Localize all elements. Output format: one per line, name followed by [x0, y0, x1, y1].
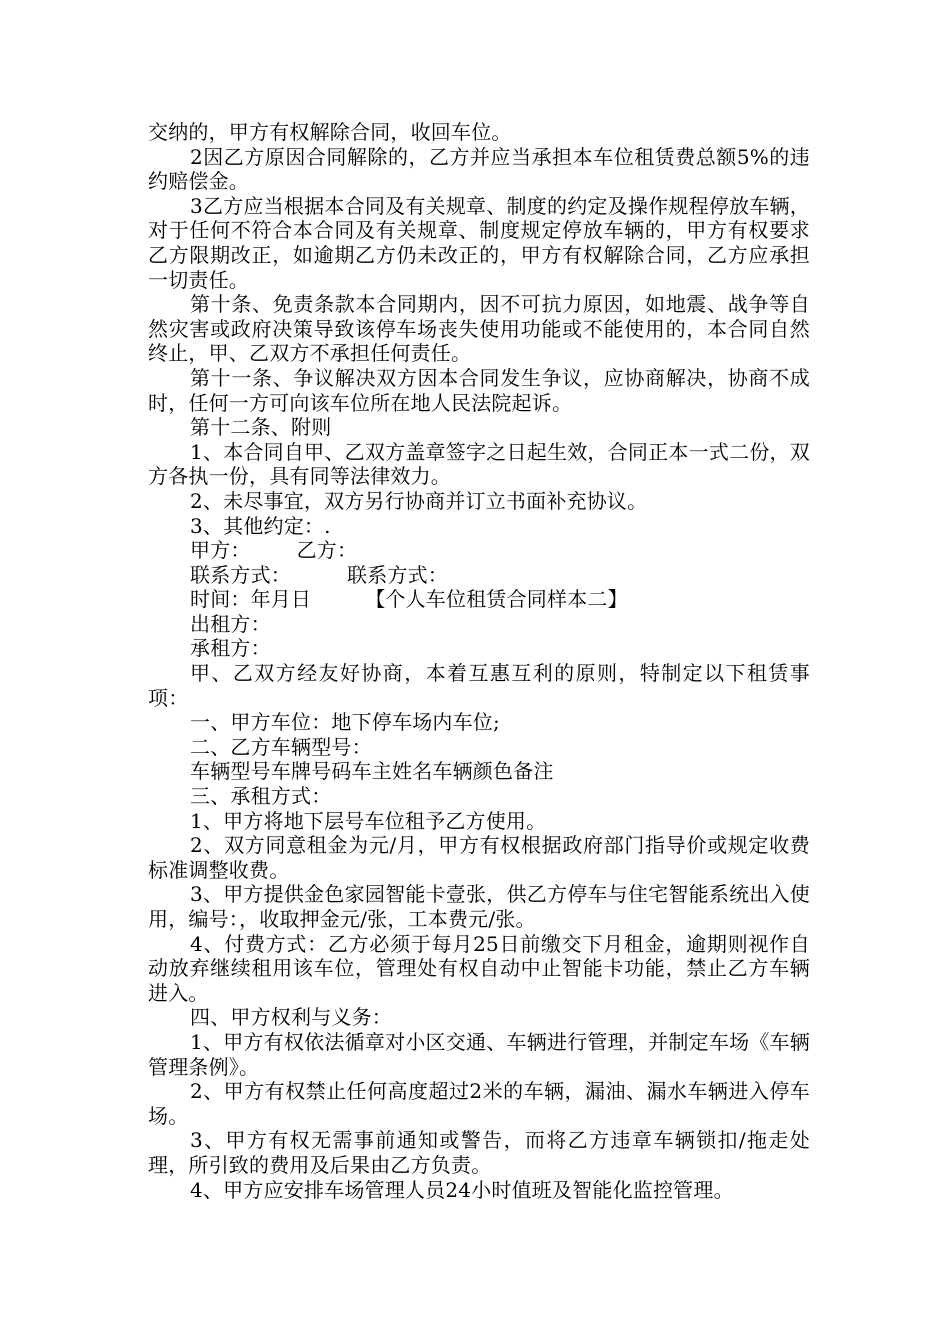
- paragraph: 二、乙方车辆型号：: [190, 734, 372, 759]
- lessor-label: 出租方：: [190, 611, 271, 636]
- party-a-label: 甲方：: [190, 538, 251, 563]
- lessee-label: 承租方：: [190, 636, 271, 661]
- signature-time-line: [148, 587, 810, 612]
- time-label: 时间：年月日: [190, 587, 312, 612]
- paragraph: 4、付费方式：乙方必须于每月25日前缴交下月租金，逾期则视作自动放弃继续租用该车位，管理处有权自动中止智能卡功能，禁止乙方车辆进入。: [148, 931, 810, 1005]
- paragraph: 2、甲方有权禁止任何高度超过2米的车辆，漏油、漏水车辆进入停车场。: [148, 1079, 810, 1128]
- party-b-label: 乙方：: [296, 538, 358, 563]
- paragraph: 2、未尽事宜，双方另行协商并订立书面补充协议。: [190, 488, 648, 513]
- contact-b-label: 联系方式：: [347, 562, 448, 587]
- paragraph: 1、本合同自甲、乙双方盖章签字之日起生效，合同正本一式二份，双方各执一份，具有同等法律效力。: [148, 439, 810, 489]
- paragraph: 2因乙方原因合同解除的，乙方并应当承担本车位租赁费总额5%的违约赔偿金。: [148, 144, 810, 194]
- signature-contact-line: [148, 563, 810, 588]
- section-heading: 三、承租方式：: [190, 784, 332, 809]
- sample-title: 【个人车位租赁合同样本二】: [365, 587, 628, 612]
- vehicle-table-header: 车辆型号车牌号码车主姓名车辆颜色备注: [190, 759, 554, 784]
- signature-parties-line: [148, 538, 810, 563]
- paragraph: 第十一条、争议解决双方因本合同发生争议，应协商解决，协商不成时，任何一方可向该车位所在地人民法院起诉。: [148, 365, 810, 415]
- paragraph: 1、甲方有权依法循章对小区交通、车辆进行管理，并制定车场《车辆管理条例》。: [148, 1029, 810, 1079]
- document-body: [148, 120, 810, 1202]
- paragraph: 第十条、免责条款本合同期内，因不可抗力原因，如地震、战争等自然灾害或政府决策导致该停车场丧失使用功能或不能使用的，本合同自然终止，甲、乙双方不承担任何责任。: [148, 292, 810, 366]
- paragraph: 一、甲方车位：地下停车场内车位;: [190, 710, 500, 735]
- paragraph: 交纳的，甲方有权解除合同，收回车位。: [148, 120, 512, 144]
- paragraph: 4、甲方应安排车场管理人员24小时值班及智能化监控管理。: [190, 1177, 734, 1202]
- contact-a-label: 联系方式：: [190, 562, 291, 587]
- section-heading: 第十二条、附则: [190, 415, 332, 440]
- section-heading: 四、甲方权利与义务：: [190, 1005, 392, 1030]
- paragraph: 3、甲方有权无需事前通知或警告，而将乙方违章车辆锁扣/拖走处理，所引致的费用及后果由乙方负责。: [148, 1128, 810, 1177]
- paragraph: 甲、乙双方经友好协商，本着互惠互利的原则，特制定以下租赁事项：: [148, 661, 810, 710]
- paragraph: 1、甲方将地下层号车位租予乙方使用。: [190, 808, 547, 833]
- paragraph: 3乙方应当根据本合同及有关规章、制度的约定及操作规程停放车辆，对于任何不符合本合同及有关规章、制度规定停放车辆的，甲方有权要求乙方限期改正，如逾期乙方仍未改正的，甲方有权解除合同，乙方应承担一切责任。: [148, 193, 810, 292]
- paragraph: 3、其他约定：.: [190, 513, 331, 538]
- paragraph: 2、双方同意租金为元/月，甲方有权根据政府部门指导价或规定收费标准调整收费。: [148, 833, 810, 882]
- paragraph: 3、甲方提供金色家园智能卡壹张，供乙方停车与住宅智能系统出入使用，编号：，收取押金元/张，工本费元/张。: [148, 882, 810, 931]
